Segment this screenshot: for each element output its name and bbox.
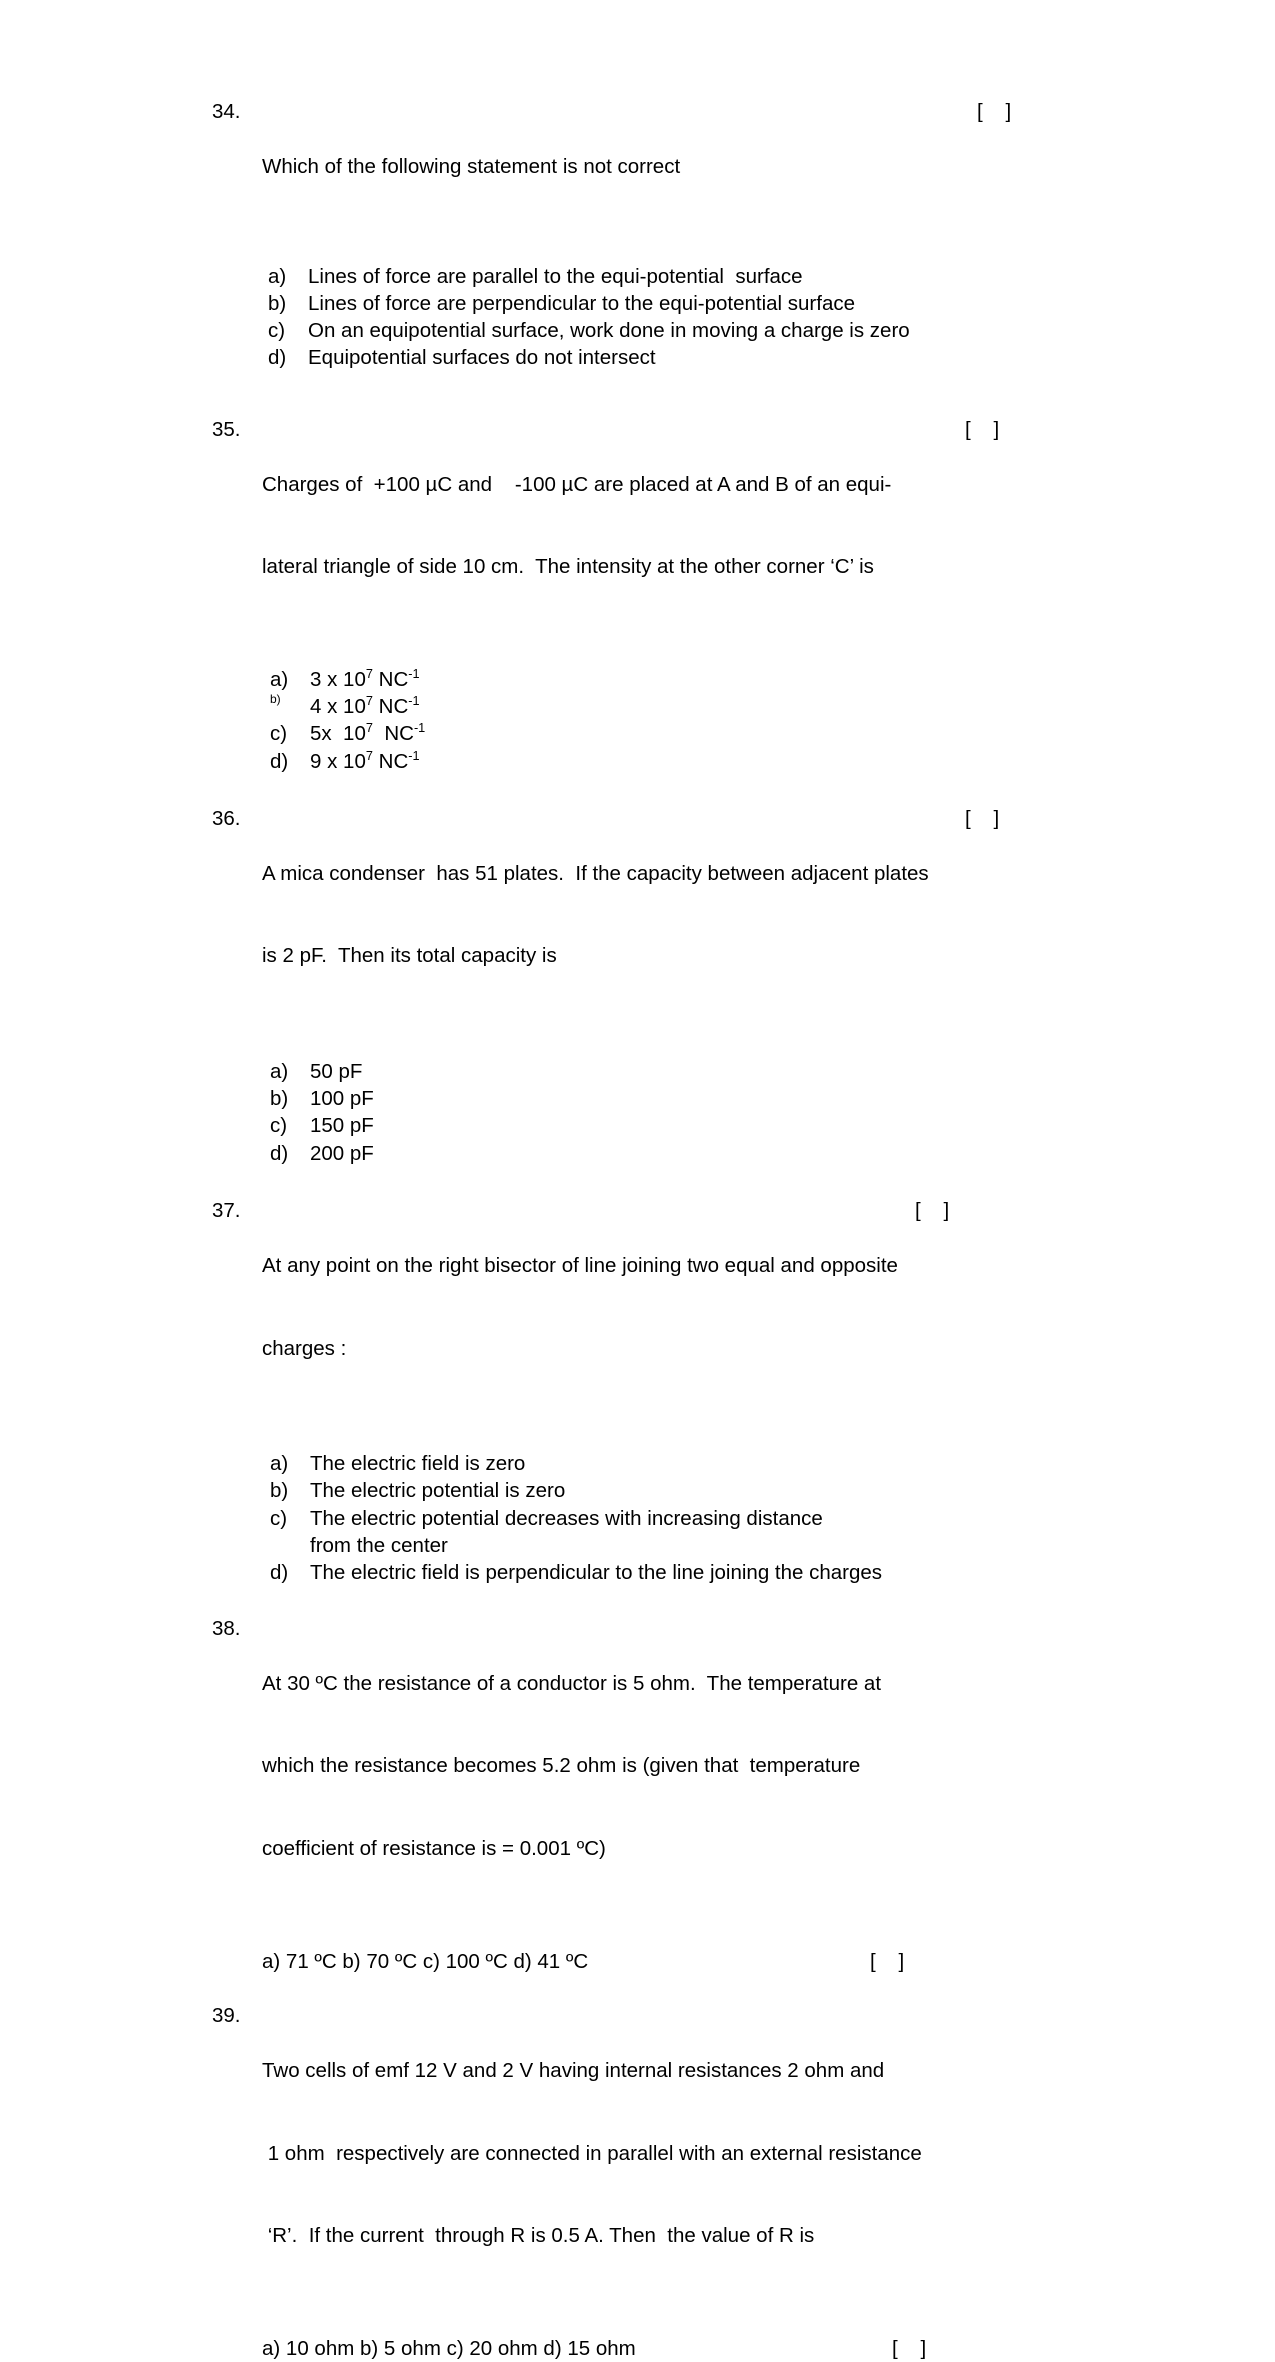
question-35 [212, 416, 1212, 775]
option-label: a) [270, 1059, 289, 1083]
option-label: d) [270, 1141, 289, 1165]
answer-bracket-38[interactable]: [ ] [870, 1950, 905, 1974]
question-36-option-b[interactable] [270, 1085, 1212, 1112]
option-text: Lines of force are perpendicular to the equi-potential surface [308, 291, 856, 315]
option-label: a) [270, 667, 289, 691]
question-35-stem [262, 416, 1212, 636]
question-37-option-a[interactable] [270, 1450, 1212, 1477]
option-base: 3 x 10 [310, 667, 366, 691]
question-39-stem-line-3: ‘R’. If the current through R is 0.5 A. Then the value of R is [262, 2224, 815, 2248]
question-38-stem [262, 1615, 1212, 1918]
option-unit-exponent: -1 [408, 747, 420, 763]
question-37-number: 37. [212, 1199, 241, 1223]
question-36-stem-row [212, 805, 1212, 1025]
option-exponent: 7 [365, 665, 373, 681]
option-unit-exponent: -1 [408, 665, 420, 681]
option-label: a) [268, 264, 287, 288]
option-text [310, 693, 1212, 720]
question-38-stem-line-2: which the resistance becomes 5.2 ohm is (given that temperature [262, 1754, 861, 1778]
answer-bracket-37[interactable]: [ ] [915, 1199, 950, 1223]
option-label: d) [268, 346, 287, 370]
option-unit: NC [372, 694, 409, 718]
spacer [212, 1587, 1212, 1615]
question-35-number: 35. [212, 417, 241, 441]
option-text [310, 748, 1212, 775]
option-label: b) [270, 1087, 289, 1111]
question-35-option-b[interactable] [270, 693, 1212, 720]
question-36 [212, 805, 1212, 1167]
option-base: 4 x 10 [310, 694, 366, 718]
option-exponent: 7 [365, 693, 373, 709]
option-unit-exponent: -1 [413, 720, 426, 736]
option-label: a) [270, 1452, 289, 1476]
option-label: b) [270, 1479, 289, 1503]
question-39-options-row[interactable] [262, 2335, 1212, 2362]
option-text: Equipotential surfaces do not intersect [308, 346, 656, 370]
spacer [212, 1167, 1212, 1197]
option-text: The electric potential decreases with increasing distance [310, 1506, 823, 1530]
page-content [212, 98, 1212, 2362]
question-34-option-a[interactable] [268, 263, 1212, 290]
answer-bracket-35[interactable]: [ ] [965, 417, 1000, 441]
question-37-option-c-continuation: from the center [310, 1533, 448, 1557]
question-35-option-c[interactable] [270, 720, 1212, 747]
option-unit-exponent: -1 [408, 693, 420, 709]
spacer [212, 1025, 1212, 1058]
option-text: 150 pF [310, 1114, 374, 1138]
option-unit: NC [372, 749, 409, 773]
question-34-stem-row [212, 98, 1212, 236]
question-38-options-text: a) 71 ºC b) 70 ºC c) 100 ºC d) 41 ºC [262, 1950, 589, 1974]
spacer [212, 636, 1212, 666]
question-39-options-text: a) 10 ohm b) 5 ohm c) 20 ohm d) 15 ohm [262, 2336, 636, 2360]
question-34-option-b[interactable] [268, 290, 1212, 317]
question-37-stem-row [212, 1197, 1212, 1417]
answer-bracket-39[interactable]: [ ] [892, 2336, 927, 2360]
question-38-stem-line-3: coefficient of resistance is = 0.001 ºC) [262, 1836, 606, 1860]
question-37-option-b[interactable] [270, 1477, 1212, 1504]
option-label: d) [270, 749, 289, 773]
question-39-stem-line-2: 1 ohm respectively are connected in parallel with an external resistance [262, 2141, 922, 2165]
question-35-stem-line-2: lateral triangle of side 10 cm. The intensity at the other corner ‘C’ is [262, 555, 874, 579]
question-37 [212, 1197, 1212, 1586]
option-label: b) [268, 291, 287, 315]
question-36-option-a[interactable] [270, 1058, 1212, 1085]
option-label: c) [268, 319, 286, 343]
question-38 [212, 1615, 1212, 1976]
option-unit: NC [372, 722, 414, 746]
question-36-stem [262, 805, 1212, 1025]
question-35-stem-line-1: Charges of +100 µC and -100 µC are placed at A and B of an equi- [262, 472, 892, 496]
option-base: 9 x 10 [310, 749, 366, 773]
question-34-stem [262, 98, 1212, 236]
question-36-number: 36. [212, 806, 241, 830]
answer-bracket-34[interactable]: [ ] [977, 100, 1012, 123]
question-34-number: 34. [212, 100, 241, 123]
question-34-stem-line-1: Which of the following statement is not correct [262, 155, 681, 178]
question-38-stem-line-1: At 30 ºC the resistance of a conductor is 5 ohm. The temperature at [262, 1671, 882, 1695]
spacer [212, 1917, 1212, 1948]
option-label: d) [270, 1561, 289, 1585]
option-text: 200 pF [310, 1141, 374, 1165]
question-37-option-c[interactable] [270, 1505, 1212, 1532]
question-39-stem-row [212, 2002, 1212, 2305]
question-39-stem-line-1: Two cells of emf 12 V and 2 V having internal resistances 2 ohm and [262, 2059, 885, 2083]
question-37-stem [262, 1197, 1212, 1417]
question-38-number: 38. [212, 1616, 241, 1640]
option-text: The electric field is perpendicular to the line joining the charges [310, 1561, 883, 1585]
spacer [212, 775, 1212, 805]
question-35-option-a[interactable] [270, 666, 1212, 693]
question-38-stem-row [212, 1615, 1212, 1918]
option-text [310, 666, 1212, 693]
option-unit: NC [372, 667, 409, 691]
spacer [212, 1975, 1212, 2002]
option-text: 100 pF [310, 1087, 374, 1111]
spacer [212, 1417, 1212, 1450]
question-35-stem-row [212, 416, 1212, 636]
question-39-stem [262, 2002, 1212, 2305]
option-base: 5x 10 [310, 722, 366, 746]
option-text: Lines of force are parallel to the equi-potential surface [308, 264, 803, 288]
option-text: The electric field is zero [310, 1452, 526, 1476]
answer-bracket-36[interactable]: [ ] [965, 806, 1000, 830]
option-exponent: 7 [365, 747, 373, 763]
question-36-stem-line-1: A mica condenser has 51 plates. If the capacity between adjacent plates [262, 861, 929, 885]
option-exponent: 7 [365, 720, 373, 736]
option-label: c) [270, 722, 288, 746]
option-label: c) [270, 1506, 288, 1530]
question-34-option-c[interactable] [268, 317, 1212, 344]
question-38-options-row[interactable] [262, 1948, 1212, 1975]
option-text: The electric potential is zero [310, 1479, 566, 1503]
option-text: On an equipotential surface, work done in moving a charge is zero [308, 319, 910, 343]
question-37-stem-line-1: At any point on the right bisector of line joining two equal and opposite [262, 1254, 898, 1278]
question-39-number: 39. [212, 2004, 241, 2028]
option-text: 50 pF [310, 1059, 363, 1083]
question-34 [212, 98, 1212, 372]
option-label: c) [270, 1114, 288, 1138]
question-36-option-c[interactable] [270, 1112, 1212, 1139]
option-label: b) [270, 691, 281, 706]
spacer [212, 372, 1212, 416]
spacer [212, 2305, 1212, 2335]
question-37-stem-line-2: charges : [262, 1336, 347, 1360]
question-39 [212, 2002, 1212, 2362]
spacer [212, 236, 1212, 263]
question-36-stem-line-2: is 2 pF. Then its total capacity is [262, 944, 557, 968]
option-text [310, 720, 1212, 747]
